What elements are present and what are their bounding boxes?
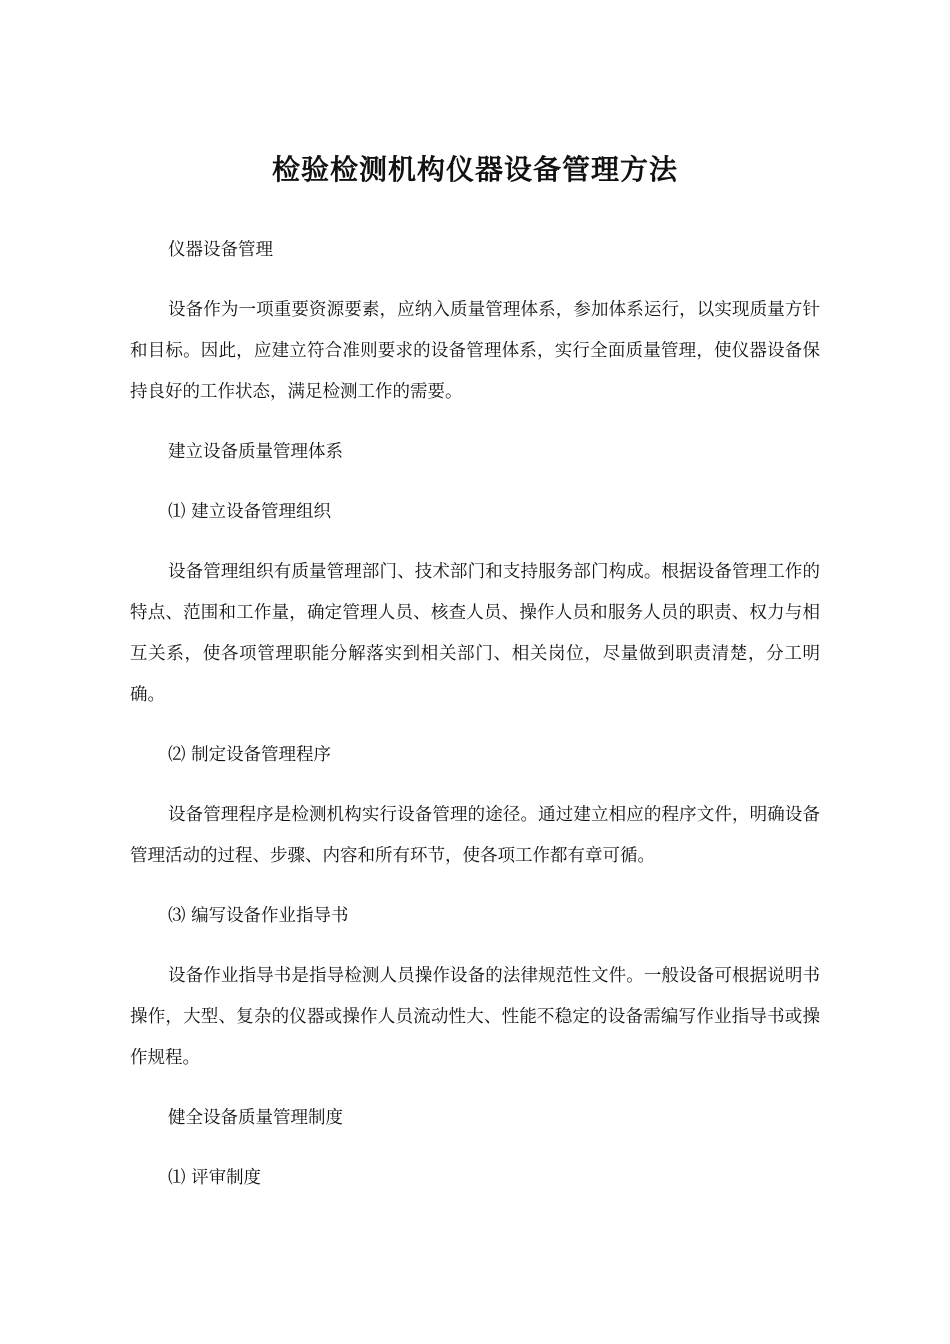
document-title: 检验检测机构仪器设备管理方法 xyxy=(271,153,678,186)
paragraph-management-organization: 设备管理组织有质量管理部门、技术部门和支持服务部门构成。根据设备管理工作的特点、范围和工作量，确定管理人员、核查人员、操作人员和服务人员的职责、权力与相互关系，使各项管理职能分解落实到相关部门、相关岗位，尽量做到职责清楚，分工明确。 xyxy=(130,562,820,705)
subheading-management-procedure: ⑵ 制定设备管理程序 xyxy=(168,745,332,765)
section-heading-quality-system: 建立设备质量管理体系 xyxy=(168,442,343,462)
paragraph-equipment-intro: 设备作为一项重要资源要素，应纳入质量管理体系，参加体系运行，以实现质量方针和目标。因此，应建立符合准则要求的设备管理体系，实行全面质量管理，使仪器设备保持良好的工作状态，满足检测工作的需要。 xyxy=(130,300,820,402)
paragraph-management-procedure: 设备管理程序是检测机构实行设备管理的途径。通过建立相应的程序文件，明确设备管理活动的过程、步骤、内容和所有环节，使各项工作都有章可循。 xyxy=(130,805,820,866)
subheading-work-instructions: ⑶ 编写设备作业指导书 xyxy=(168,906,349,926)
subheading-management-organization: ⑴ 建立设备管理组织 xyxy=(168,502,332,522)
section-heading-management-rules: 健全设备质量管理制度 xyxy=(168,1108,343,1128)
subheading-review-system: ⑴ 评审制度 xyxy=(168,1168,262,1188)
section-heading-equipment-management: 仪器设备管理 xyxy=(168,240,273,260)
paragraph-work-instructions: 设备作业指导书是指导检测人员操作设备的法律规范性文件。一般设备可根据说明书操作，大型、复杂的仪器或操作人员流动性大、性能不稳定的设备需编写作业指导书或操作规程。 xyxy=(130,966,820,1068)
